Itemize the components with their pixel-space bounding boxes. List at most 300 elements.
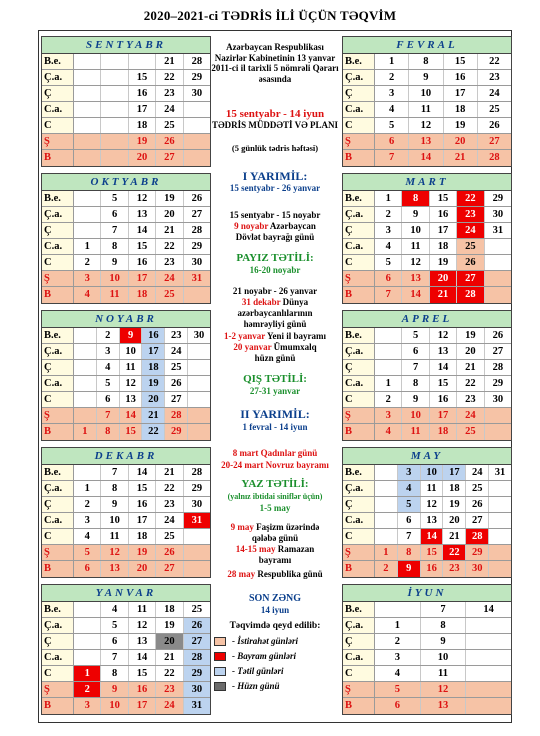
- day-cell: 3: [375, 650, 421, 665]
- day-cell: 26: [165, 376, 188, 391]
- day-cell: 24: [466, 465, 489, 480]
- day-cell: 29: [492, 378, 504, 389]
- day-cell: 14: [129, 465, 156, 480]
- day-cell: 24: [156, 698, 183, 714]
- day-cell: 30: [492, 209, 504, 220]
- day-cell: 7: [375, 287, 402, 303]
- day-cell: 18: [430, 239, 457, 254]
- day-cell: 16: [430, 207, 457, 222]
- day-cell: 25: [156, 529, 183, 544]
- day-cell: 5: [101, 618, 128, 633]
- day-cell: 10: [421, 465, 444, 480]
- day-cell: 17: [430, 408, 457, 423]
- day-name: Ç: [343, 634, 375, 649]
- day-cell: 25: [156, 287, 183, 303]
- day-name: Ş: [42, 134, 74, 149]
- week-day-row: [42, 239, 210, 255]
- day-cell: 10: [402, 223, 429, 238]
- day-cell: 30: [184, 682, 210, 697]
- day-cell: 21: [444, 150, 478, 166]
- day-cell: 23: [156, 255, 183, 270]
- day-cell: 26: [156, 134, 183, 149]
- week-day-row: [343, 255, 511, 271]
- day-cell: [101, 150, 128, 166]
- day-cell: 16: [142, 328, 165, 343]
- day-cell: [485, 287, 511, 303]
- week-day-row: [42, 328, 210, 344]
- day-cell: [375, 602, 421, 617]
- day-cell: 20: [443, 513, 466, 528]
- month-may: [342, 447, 512, 578]
- republic-name: Respublika günü: [257, 569, 323, 579]
- day-cell: 3: [97, 344, 120, 359]
- day-cell: [375, 529, 398, 544]
- day-cell: [485, 271, 511, 286]
- day-cell: 18: [129, 118, 156, 133]
- day-cell: 20: [444, 134, 478, 149]
- day-cell: 6: [375, 698, 421, 714]
- newyear-name: Yeni il bayramı: [267, 331, 327, 341]
- day-cell: [188, 376, 210, 391]
- day-cell: 7: [402, 360, 429, 375]
- summer-break-title: YAZ TƏTİLİ:: [241, 478, 309, 490]
- day-cell: 24: [457, 223, 484, 238]
- week-day-row: [42, 481, 210, 497]
- day-cell: [74, 54, 101, 69]
- day-cell: 10: [402, 408, 429, 423]
- day-cell: 29: [492, 193, 504, 204]
- day-name: B: [42, 287, 74, 303]
- day-name: C: [42, 255, 74, 270]
- study-period-dates: 15 sentyabr - 14 iyun: [225, 108, 325, 120]
- day-cell: 30: [191, 499, 203, 510]
- page-title: 2020–2021-ci TƏDRİS İLİ ÜÇÜN TƏQVİM: [143, 8, 397, 23]
- day-name: Ş: [343, 134, 375, 149]
- day-cell: 28: [478, 150, 511, 166]
- day-name: B: [42, 424, 74, 440]
- day-cell: 20: [430, 271, 457, 286]
- day-cell: 8: [101, 239, 128, 254]
- day-cell: 20: [129, 561, 156, 577]
- day-cell: 27: [184, 634, 210, 649]
- day-cell: [489, 561, 511, 577]
- week-day-row: [343, 54, 511, 70]
- day-cell: 16: [129, 86, 156, 101]
- day-cell: 27: [156, 150, 183, 166]
- day-cell: 25: [457, 239, 484, 254]
- day-cell: [489, 481, 511, 496]
- day-cell: 15: [430, 376, 457, 391]
- day-cell: [74, 376, 97, 391]
- solidarity-date: 31 dekabr: [241, 297, 281, 307]
- day-cell: 17: [129, 513, 156, 528]
- day-cell: 15: [129, 239, 156, 254]
- day-cell: [375, 481, 398, 496]
- day-cell: 2: [97, 328, 120, 343]
- day-cell: 11: [421, 666, 467, 681]
- day-name: B: [343, 698, 375, 714]
- day-name: B.e.: [42, 328, 74, 343]
- day-cell: 5: [101, 191, 128, 206]
- day-cell: 23: [156, 86, 183, 101]
- day-cell: [74, 102, 101, 117]
- day-cell: 5: [402, 328, 429, 343]
- week-day-row: [343, 465, 511, 481]
- day-cell: [375, 465, 398, 480]
- month-oktyabr: [41, 173, 211, 304]
- day-cell: 1: [74, 481, 101, 496]
- day-cell: [74, 344, 97, 359]
- month-mart: [342, 173, 512, 304]
- day-cell: 15: [120, 424, 143, 440]
- day-name: C.a.: [343, 376, 375, 391]
- week-day-row: [343, 682, 511, 698]
- week-day-row: [343, 602, 511, 618]
- day-cell: 22: [457, 376, 484, 391]
- second-semester-dates: 1 fevral - 14 iyun: [242, 422, 308, 432]
- week-day-row: [42, 102, 210, 118]
- first-semester-dates: 15 sentyabr - 26 yanvar: [229, 183, 321, 193]
- day-name: B: [343, 424, 375, 440]
- day-cell: 24: [457, 408, 484, 423]
- week-day-row: [42, 207, 210, 223]
- day-name: Ş: [343, 271, 375, 286]
- day-cell: [101, 86, 128, 101]
- mourning-date: 20 yanvar: [233, 342, 272, 352]
- day-cell: 12: [101, 545, 128, 560]
- week-day-row: [42, 682, 210, 698]
- day-cell: 25: [156, 118, 183, 133]
- day-name: B.e.: [42, 191, 74, 206]
- day-name: Ş: [42, 682, 74, 697]
- flag-day-dates: 15 sentyabr - 15 noyabr: [229, 210, 321, 220]
- day-cell: 4: [375, 424, 402, 440]
- day-name: Ç.a.: [42, 70, 74, 85]
- day-cell: [375, 513, 398, 528]
- day-cell: 5: [375, 118, 409, 133]
- day-cell: [485, 424, 511, 440]
- day-cell: [74, 650, 101, 665]
- day-cell: 27: [466, 513, 489, 528]
- day-cell: 15: [129, 666, 156, 681]
- day-cell: [129, 54, 156, 69]
- month-noyabr: [41, 310, 211, 441]
- month-name: FEVRAL: [343, 37, 511, 54]
- day-cell: 26: [156, 545, 183, 560]
- day-cell: [375, 497, 398, 512]
- day-cell: 26: [489, 120, 500, 131]
- day-name: C: [343, 666, 375, 681]
- winter-break-title: QIŞ TƏTİLİ:: [243, 373, 307, 385]
- day-cell: 21: [430, 287, 457, 303]
- week-day-row: [343, 239, 511, 255]
- week-day-row: [42, 561, 210, 577]
- day-cell: [74, 118, 101, 133]
- day-cell: 14: [483, 604, 494, 615]
- day-cell: 25: [191, 604, 203, 615]
- legend-mourning: - Hüzn günü: [210, 679, 340, 694]
- day-cell: 30: [492, 394, 504, 405]
- day-cell: [489, 497, 511, 512]
- day-cell: 17: [142, 344, 165, 359]
- week-day-row: [42, 150, 210, 166]
- day-cell: 19: [457, 328, 484, 343]
- legend: [210, 634, 340, 694]
- day-cell: 17: [430, 223, 457, 238]
- day-cell: 14: [430, 360, 457, 375]
- day-cell: [188, 408, 210, 423]
- week-day-row: [42, 86, 210, 102]
- day-cell: 6: [101, 207, 128, 222]
- week-day-row: [42, 223, 210, 239]
- day-name: C: [343, 529, 375, 544]
- day-cell: 13: [120, 392, 143, 407]
- day-cell: 1: [375, 618, 421, 633]
- day-cell: 20: [142, 392, 165, 407]
- day-cell: 12: [421, 682, 467, 697]
- week-day-row: [42, 54, 210, 70]
- week-day-row: [343, 191, 511, 207]
- day-cell: 18: [443, 481, 466, 496]
- day-cell: 31: [492, 225, 504, 236]
- day-cell: 31: [494, 467, 506, 478]
- day-cell: [101, 54, 128, 69]
- day-cell: 2: [375, 207, 402, 222]
- day-cell: 13: [129, 207, 156, 222]
- day-cell: 1: [375, 191, 402, 206]
- day-cell: 6: [74, 561, 101, 577]
- day-name: C: [42, 392, 74, 407]
- day-name: Ç.a.: [42, 344, 74, 359]
- day-cell: 21: [156, 465, 183, 480]
- day-cell: 13: [421, 513, 444, 528]
- day-cell: 31: [184, 271, 210, 286]
- ramadan-name: Ramazan: [277, 544, 315, 554]
- day-cell: 24: [489, 88, 500, 99]
- day-cell: 9: [398, 561, 421, 577]
- week-day-row: [343, 650, 511, 666]
- day-cell: 23: [457, 207, 484, 222]
- day-cell: 26: [191, 193, 203, 204]
- day-cell: [74, 634, 101, 649]
- day-name: B.e.: [343, 328, 375, 343]
- day-cell: 2: [74, 497, 101, 512]
- day-cell: 6: [101, 634, 128, 649]
- day-cell: [74, 191, 101, 206]
- day-cell: 13: [430, 344, 457, 359]
- day-cell: 8: [402, 191, 429, 206]
- day-cell: 4: [74, 529, 101, 544]
- day-cell: 27: [492, 346, 504, 357]
- week-day-row: [42, 118, 210, 134]
- day-cell: [375, 360, 402, 375]
- day-name: B.e.: [343, 602, 375, 617]
- day-cell: 22: [156, 239, 183, 254]
- day-cell: 12: [409, 118, 443, 133]
- day-cell: 10: [120, 344, 143, 359]
- month-name: SENTYABR: [42, 37, 210, 54]
- week-day-row: [343, 360, 511, 376]
- day-cell: 12: [402, 255, 429, 270]
- day-cell: 4: [74, 287, 101, 303]
- day-cell: 4: [398, 481, 421, 496]
- month-aprel: [342, 310, 512, 441]
- day-cell: 8: [398, 545, 421, 560]
- day-cell: 28: [165, 408, 188, 423]
- day-cell: 6: [97, 392, 120, 407]
- day-cell: 11: [101, 287, 128, 303]
- day-cell: [184, 134, 210, 149]
- day-name: Ç: [343, 86, 375, 101]
- day-cell: 5: [375, 255, 402, 270]
- month-name: MAY: [343, 448, 511, 465]
- day-cell: 22: [443, 545, 466, 560]
- day-cell: 8: [101, 666, 128, 681]
- day-cell: 8: [402, 376, 429, 391]
- day-cell: 16: [129, 255, 156, 270]
- day-cell: 15: [129, 481, 156, 496]
- month-yanvar: [41, 584, 211, 715]
- week-day-row: [343, 513, 511, 529]
- day-cell: 24: [156, 513, 183, 528]
- day-cell: 21: [142, 408, 165, 423]
- month-name: NOYABR: [42, 311, 210, 328]
- flag-day-name-1: Azərbaycan: [269, 221, 316, 231]
- day-cell: 23: [457, 392, 484, 407]
- day-cell: 8: [101, 481, 128, 496]
- day-cell: 26: [457, 255, 484, 270]
- day-cell: 29: [191, 483, 203, 494]
- day-cell: 12: [129, 191, 156, 206]
- last-bell-date: 14 iyun: [260, 605, 290, 615]
- day-cell: 4: [101, 602, 128, 617]
- day-cell: 15: [444, 54, 478, 69]
- day-cell: 16: [129, 497, 156, 512]
- day-name: Ç.a.: [42, 481, 74, 496]
- day-cell: [466, 650, 511, 665]
- day-cell: 19: [142, 376, 165, 391]
- day-cell: 28: [492, 362, 504, 373]
- day-cell: 21: [156, 650, 183, 665]
- day-name: C.a.: [42, 376, 74, 391]
- week-day-row: [42, 392, 210, 408]
- day-cell: 19: [443, 497, 466, 512]
- week-day-row: [343, 408, 511, 424]
- day-cell: 16: [430, 392, 457, 407]
- day-cell: 2: [375, 561, 398, 577]
- day-cell: [184, 529, 210, 544]
- republic-date: 28 may: [227, 569, 256, 579]
- day-cell: 22: [489, 56, 500, 67]
- day-cell: [485, 255, 511, 270]
- day-cell: 29: [184, 666, 210, 681]
- week-day-row: [343, 150, 511, 166]
- flag-day-date: 9 noyabr: [234, 221, 269, 231]
- day-cell: 5: [375, 682, 421, 697]
- day-cell: 21: [443, 529, 466, 544]
- day-cell: 29: [191, 72, 203, 83]
- day-cell: 14: [120, 408, 143, 423]
- day-cell: 17: [129, 102, 156, 117]
- day-cell: 11: [421, 481, 444, 496]
- legend-vacation-swatch: [214, 667, 226, 676]
- month-i̇yun: [342, 584, 512, 715]
- day-name: C.a.: [343, 102, 375, 117]
- victory-name-1: Faşizm üzərində: [256, 522, 320, 532]
- day-cell: [74, 328, 97, 343]
- day-cell: [184, 545, 210, 560]
- day-cell: 29: [191, 241, 203, 252]
- day-name: B: [343, 150, 375, 166]
- week-day-row: [42, 618, 210, 634]
- day-cell: 10: [421, 650, 467, 665]
- day-cell: 26: [184, 618, 210, 633]
- month-name: APREL: [343, 311, 511, 328]
- month-name: DEKABR: [42, 448, 210, 465]
- day-cell: 11: [101, 529, 128, 544]
- day-cell: [101, 102, 128, 117]
- day-cell: [184, 150, 210, 166]
- week-day-row: [42, 408, 210, 424]
- day-cell: 3: [398, 465, 421, 480]
- day-cell: 15: [129, 70, 156, 85]
- day-cell: 24: [165, 344, 188, 359]
- day-cell: 4: [97, 360, 120, 375]
- day-cell: 24: [156, 271, 183, 286]
- week-day-row: [343, 271, 511, 287]
- week-day-row: [343, 497, 511, 513]
- day-cell: 27: [457, 271, 484, 286]
- day-cell: [184, 102, 210, 117]
- day-name: C: [343, 118, 375, 133]
- week-day-row: [343, 207, 511, 223]
- day-cell: [184, 287, 210, 303]
- day-cell: 31: [184, 513, 210, 528]
- day-cell: 13: [101, 561, 128, 577]
- day-cell: [466, 698, 511, 714]
- day-cell: 27: [156, 561, 183, 577]
- autumn-break-dates: 16-20 noyabr: [249, 265, 301, 275]
- week-day-row: [42, 376, 210, 392]
- day-cell: 1: [74, 239, 101, 254]
- first-semester-title: I YARIMİL:: [242, 169, 308, 183]
- second-semester-title: II YARIMİL:: [240, 407, 310, 421]
- day-name: Ş: [42, 408, 74, 423]
- day-cell: 9: [120, 328, 143, 343]
- day-cell: 19: [156, 618, 183, 633]
- day-cell: [188, 360, 210, 375]
- day-cell: 9: [101, 682, 128, 697]
- day-name: C.a.: [42, 102, 74, 117]
- day-name: Ç: [42, 497, 74, 512]
- day-cell: 7: [421, 602, 467, 617]
- day-cell: 3: [74, 698, 101, 714]
- day-cell: 19: [129, 134, 156, 149]
- day-cell: 25: [457, 424, 484, 440]
- day-name: Ç: [42, 86, 74, 101]
- week-day-row: [343, 223, 511, 239]
- day-cell: 10: [101, 698, 128, 714]
- day-cell: [188, 344, 210, 359]
- day-cell: 7: [101, 223, 128, 238]
- day-name: Ç.a.: [343, 70, 375, 85]
- day-name: Ç.a.: [42, 618, 74, 633]
- week-day-row: [343, 529, 511, 545]
- week-day-row: [42, 191, 210, 207]
- day-cell: 11: [129, 602, 156, 617]
- day-cell: 22: [142, 424, 165, 440]
- day-cell: [74, 360, 97, 375]
